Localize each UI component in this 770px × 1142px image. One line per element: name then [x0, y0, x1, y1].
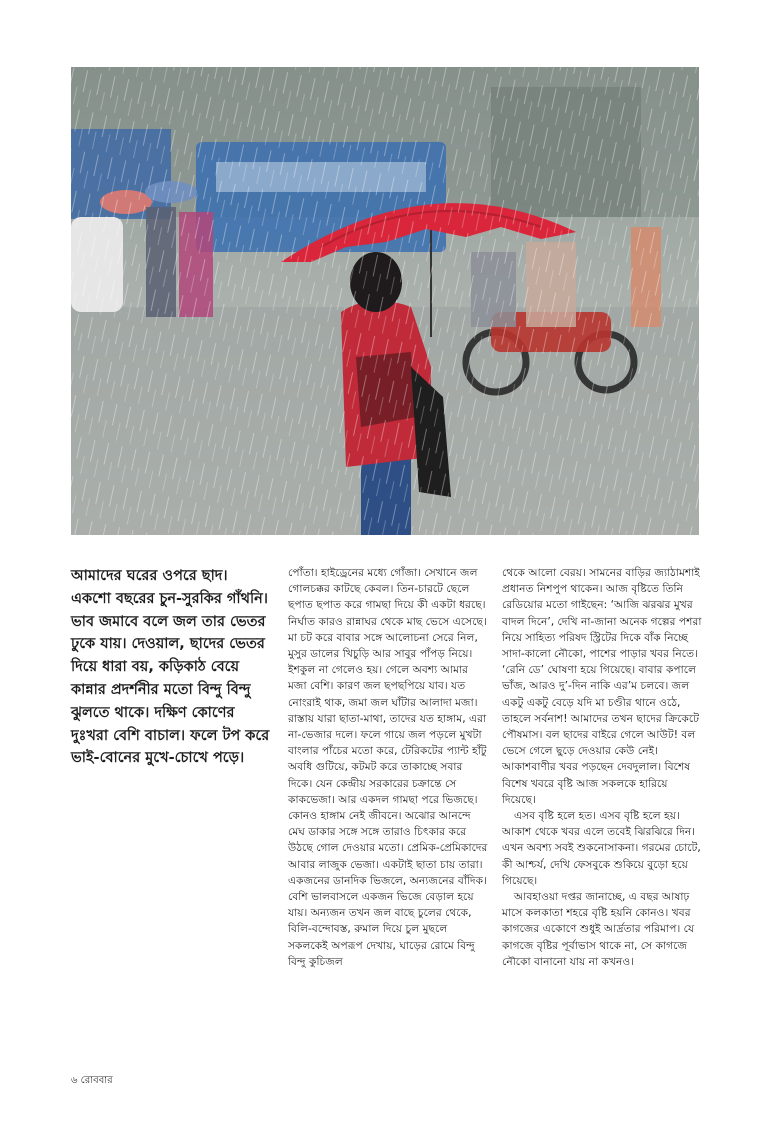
- article-column-1: [71, 565, 271, 770]
- page-folio: ৬ রোববার: [71, 1075, 113, 1086]
- article-column-3: [502, 565, 702, 970]
- rain-photo: [71, 67, 699, 535]
- intro-paragraph: আমাদের ঘরের ওপরে ছাদ। একশো বছরের চুন-সুরকির গাঁথনি। ভাব জমাবে বলে জল তার ভেতর ঢুকে যায়। দেওয়াল, ছাদের ভেতর দিয়ে ধারা বয়, কড়িকাঠ বেয়ে কান্নার প্রদর্শনীর মতো বিন্দু বিন্দু ঝুলতে থাকে। দক্ষিণ কোণের দুঃখরা বেশি বাচাল। ফলে টপ করে ভাই-বোনের মুখে-চোখে পড়ে।: [71, 568, 270, 767]
- body-paragraph-1: থেকে আলো বেরয়। সামনের বাড়ির জ্যাঠামশাই প্রধানত নিশপুপ থাকেন। আজ বৃষ্টিতে তিনি রেডিয়োর মতো গাইছেন: ‘আজি ঝরঝর মুখর বাদল দিনে’, দেখি না-জানা অনেক গল্পের পশরা নিয়ে সাহিত্য পরিষদ স্ট্রিটের দিকে বাঁক নিচ্ছে সাদা-কালো নৌকো, পাশের পাড়ার খবর নিতে। ‘রেনি ডে’ ঘোষণা হয়ে গিয়েছে। বাবার কপালে ভাঁজ, আরও দু’-দিন নাকি এর’ম চলবে। জল একটু একটু বেড়ে যদি মা চণ্ডীর থানে ওঠে, তাহলে সর্বনাশ! আমাদের তখন ছাদের ক্রিকেটে পৌষমাস। বল ছাদের বাইরে গেলে আউট! বল ভেসে গেলে ছুড়ে দেওয়ার কেউ নেই। আকাশবাণীর খবর পড়ছেন দেবদুলাল। বিশেষ বিশেষ খবরে বৃষ্টি আজ সকলকে হারিয়ে দিয়েছে।: [502, 566, 702, 806]
- body-paragraph-3: আবহাওয়া দপ্তর জানাচ্ছে, এ বছর আষাঢ় মাসে কলকাতা শহরে বৃষ্টি হয়নি কোনও। খবর কাগজের একোণে শুধুই আর্দ্রতার পরিমাপ। যে কাগজে বৃষ্টির পূর্বাভাস থাকে না, সে কাগজে নৌকো বানানো যায় না কখনও।: [502, 890, 695, 968]
- article-column-2: [288, 565, 488, 970]
- body-paragraph: পোঁতা। হাইড্রেনের মধ্যে গোঁজা। সেখানে জল গোলচক্কর কাটছে কেবল। তিন-চারটে ছেলে ছপাত ছপাত করে গামছা দিয়ে কী একটা ধরছে। নির্ঘাত কারও রান্নাঘর থেকে মাছ ভেসে এসেছে। মা চট করে বাবার সঙ্গে আলোচনা সেরে নিল, মুসুর ডালের খিচুড়ি আর সাবুর পাঁপড় নিয়ে। ইশকুল না গেলেও হয়। গেলে অবশ্য আমার মজা বেশি। কারণ জল ছপছপিয়ে যাব। যত নোংরাই থাক, জমা জল ঘাঁটার আলাদা মজা। রাস্তায় যারা ছাতা-মাথা, তাদের যত হাঙ্গাম, এরা না-ভেজার দলে। ফলে গায়ে জল পড়লে মুখটা বাংলার পাঁচের মতো করে, টেরিকটের প্যান্ট হাঁটু অবধি গুটিয়ে, কটমট করে তাকাচ্ছে সবার দিকে। যেন কেন্দ্রীয় সরকারের চক্রান্তে সে কাকভেজা। আর একদল গামছা পরে ভিজছে। কোনও হাঙ্গাম নেই জীবনে। অঝোর আনন্দে মেঘ ডাকার সঙ্গে সঙ্গে তারাও চিৎকার করে উঠছে গোল দেওয়ার মতো। প্রেমিক-প্রেমিকাদের আবার লাজুক ভেজা। একটাই ছাতা চায় তারা। একজনের ডানদিক ভিজলে, অন্যজনের বাঁদিক। বেশি ভালবাসলে একজন ভিজে বেড়াল হয়ে যায়। অন্যজন তখন জল বাছে চুলের থেকে, বিলি-বন্দোবস্ত, রুমাল দিয়ে চুল মুছলে সকলকেই অপরূপ দেখায়, ঘাড়ের রোমে বিন্দু বিন্দু কুচিজল: [288, 566, 488, 968]
- body-paragraph-2: এসব বৃষ্টি হলে হত। এসব বৃষ্টি হলে হয়। আকাশ থেকে খবর এলে তবেই ঝিরঝিরে দিন। এখন অবশ্য সবই শুকনোসাকনা। গরমের চোটে, কী আশ্চর্য, দেখি ফেসবুকে শুকিয়ে বুড়ো হয়ে গিয়েছে।: [502, 809, 701, 887]
- rain-scene-illustration: [71, 67, 699, 535]
